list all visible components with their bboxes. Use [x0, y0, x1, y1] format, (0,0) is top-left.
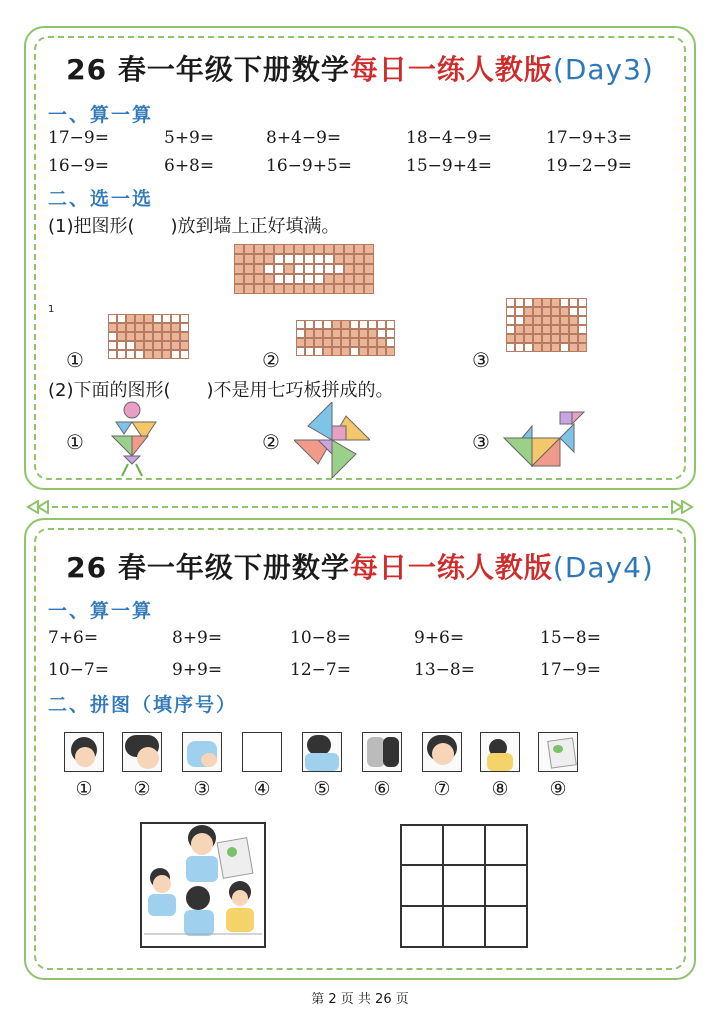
- piece-cell: [506, 325, 515, 334]
- wall-cell: [284, 284, 294, 294]
- wall-cell: [234, 284, 244, 294]
- day4-title-main: 26 春一年级下册数学: [66, 551, 350, 584]
- day3-equation-6: 16−9=: [48, 156, 109, 176]
- piece-cell: [108, 314, 117, 323]
- wall-cell: [334, 254, 344, 264]
- piece-cell: [135, 332, 144, 341]
- shape-option-3-figure: [506, 298, 587, 352]
- wall-cell: [304, 264, 314, 274]
- complete-picture-illustration: [140, 822, 266, 948]
- piece-cell: [171, 314, 180, 323]
- wall-cell: [324, 244, 334, 254]
- piece-cell: [341, 347, 350, 356]
- piece-cell: [368, 329, 377, 338]
- wall-cell: [354, 244, 364, 254]
- wall-cell: [354, 254, 364, 264]
- piece-cell: [171, 350, 180, 359]
- piece-cell: [506, 343, 515, 352]
- piece-cell: [144, 314, 153, 323]
- day4-equation-9: 13−8=: [414, 660, 475, 680]
- wall-cell: [264, 254, 274, 264]
- puzzle-tile-2: [122, 732, 162, 772]
- piece-cell: [305, 347, 314, 356]
- piece-cell: [117, 332, 126, 341]
- piece-cell: [578, 334, 587, 343]
- piece-cell: [350, 347, 359, 356]
- wall-cell: [354, 264, 364, 274]
- wall-cell: [254, 284, 264, 294]
- day3-title: [26, 48, 694, 88]
- day3-title-highlight: 每日一练人教版: [349, 53, 553, 86]
- piece-cell: [305, 329, 314, 338]
- puzzle-tile-5: [302, 732, 342, 772]
- puzzle-tile-8: [480, 732, 520, 772]
- wall-cell: [294, 244, 304, 254]
- piece-cell: [386, 329, 395, 338]
- piece-cell: [386, 338, 395, 347]
- piece-cell: [533, 325, 542, 334]
- wall-cell: [364, 244, 374, 254]
- piece-cell: [153, 332, 162, 341]
- day3-q2-option-2-label: ②: [262, 430, 280, 454]
- piece-cell: [323, 329, 332, 338]
- piece-cell: [296, 320, 305, 329]
- piece-cell: [135, 314, 144, 323]
- puzzle-tile-7-label: ⑦: [433, 778, 451, 800]
- wall-cell: [254, 274, 264, 284]
- day3-question-2: (2)下面的图形( )不是用七巧板拼成的。: [48, 380, 394, 401]
- piece-cell: [542, 307, 551, 316]
- wall-cell: [304, 284, 314, 294]
- day3-q1-option-2-label: ②: [262, 348, 280, 372]
- wall-cell: [234, 274, 244, 284]
- wall-cell: [234, 264, 244, 274]
- wall-cell: [364, 284, 374, 294]
- shape-option-2-figure: [296, 320, 395, 356]
- piece-cell: [296, 347, 305, 356]
- piece-cell: [377, 320, 386, 329]
- piece-cell: [126, 323, 135, 332]
- wall-cell: [254, 264, 264, 274]
- day3-equation-10: 19−2−9=: [546, 156, 632, 176]
- piece-cell: [560, 334, 569, 343]
- piece-cell: [560, 316, 569, 325]
- wall-cell: [344, 244, 354, 254]
- piece-cell: [305, 320, 314, 329]
- piece-cell: [524, 298, 533, 307]
- piece-cell: [350, 338, 359, 347]
- piece-cell: [135, 341, 144, 350]
- piece-cell: [551, 325, 560, 334]
- wall-cell: [274, 254, 284, 264]
- piece-cell: [323, 320, 332, 329]
- wall-cell: [344, 284, 354, 294]
- piece-cell: [368, 338, 377, 347]
- piece-cell: [560, 343, 569, 352]
- wall-grid-figure: [234, 244, 374, 294]
- piece-cell: [542, 298, 551, 307]
- piece-cell: [515, 343, 524, 352]
- day4-section-calc: 一、算一算: [48, 600, 154, 622]
- piece-cell: [542, 316, 551, 325]
- wall-cell: [244, 274, 254, 284]
- piece-cell: [560, 307, 569, 316]
- piece-cell: [524, 334, 533, 343]
- wall-cell: [274, 274, 284, 284]
- piece-cell: [542, 334, 551, 343]
- piece-cell: [332, 320, 341, 329]
- wall-cell: [284, 244, 294, 254]
- piece-cell: [332, 329, 341, 338]
- day3-equation-5: 17−9+3=: [546, 128, 632, 148]
- wall-cell: [334, 264, 344, 274]
- piece-cell: [350, 320, 359, 329]
- piece-cell: [533, 307, 542, 316]
- piece-cell: [506, 307, 515, 316]
- piece-cell: [162, 332, 171, 341]
- puzzle-tile-4-label: ④: [253, 778, 271, 800]
- piece-cell: [135, 350, 144, 359]
- wall-cell: [254, 254, 264, 264]
- piece-cell: [368, 347, 377, 356]
- wall-cell: [294, 284, 304, 294]
- piece-cell: [569, 343, 578, 352]
- wall-cell: [354, 274, 364, 284]
- piece-cell: [386, 347, 395, 356]
- piece-cell: [350, 329, 359, 338]
- wall-cell: [304, 244, 314, 254]
- day3-q2-option-1-label: ①: [66, 430, 84, 454]
- piece-cell: [578, 307, 587, 316]
- piece-cell: [180, 341, 189, 350]
- wall-cell: [324, 274, 334, 284]
- piece-cell: [153, 314, 162, 323]
- wall-cell: [314, 274, 324, 284]
- wall-cell: [244, 254, 254, 264]
- day4-equation-4: 9+6=: [414, 628, 465, 648]
- tangram-figure-pinwheel: [294, 402, 370, 478]
- piece-cell: [162, 323, 171, 332]
- piece-cell: [359, 347, 368, 356]
- piece-cell: [551, 343, 560, 352]
- day3-equation-9: 15−9+4=: [406, 156, 492, 176]
- piece-cell: [377, 329, 386, 338]
- piece-cell: [578, 316, 587, 325]
- piece-cell: [117, 350, 126, 359]
- piece-cell: [126, 350, 135, 359]
- puzzle-tile-8-label: ⑧: [491, 778, 509, 800]
- piece-cell: [515, 316, 524, 325]
- wall-cell: [294, 254, 304, 264]
- piece-cell: [144, 323, 153, 332]
- wall-cell: [354, 284, 364, 294]
- piece-cell: [551, 316, 560, 325]
- wall-cell: [304, 254, 314, 264]
- piece-cell: [341, 320, 350, 329]
- piece-cell: [180, 314, 189, 323]
- piece-cell: [524, 343, 533, 352]
- puzzle-tile-4-blank: [242, 732, 282, 772]
- piece-cell: [377, 347, 386, 356]
- puzzle-tile-7: [422, 732, 462, 772]
- piece-cell: [162, 341, 171, 350]
- piece-cell: [180, 332, 189, 341]
- piece-cell: [332, 338, 341, 347]
- piece-cell: [117, 323, 126, 332]
- piece-cell: [368, 320, 377, 329]
- piece-cell: [314, 329, 323, 338]
- wall-cell: [314, 284, 324, 294]
- wall-cell: [244, 284, 254, 294]
- piece-cell: [108, 350, 117, 359]
- wall-cell: [364, 254, 374, 264]
- piece-cell: [323, 338, 332, 347]
- puzzle-tile-9-label: ⑨: [549, 778, 567, 800]
- wall-cell: [264, 244, 274, 254]
- day4-equation-8: 12−7=: [290, 660, 351, 680]
- piece-cell: [126, 332, 135, 341]
- wall-cell: [364, 264, 374, 274]
- piece-cell: [560, 298, 569, 307]
- piece-cell: [533, 298, 542, 307]
- divider-right-arrow-icon: [668, 500, 694, 514]
- piece-cell: [542, 325, 551, 334]
- wall-cell: [344, 274, 354, 284]
- tangram-figure-person: [98, 400, 162, 478]
- wall-cell: [264, 284, 274, 294]
- piece-cell: [578, 325, 587, 334]
- puzzle-tile-5-label: ⑤: [313, 778, 331, 800]
- piece-cell: [108, 341, 117, 350]
- piece-cell: [144, 341, 153, 350]
- day3-small-marker: 1: [48, 304, 55, 315]
- piece-cell: [359, 329, 368, 338]
- piece-cell: [108, 332, 117, 341]
- wall-cell: [334, 274, 344, 284]
- piece-cell: [153, 323, 162, 332]
- wall-cell: [274, 284, 284, 294]
- day4-equation-5: 15−8=: [540, 628, 601, 648]
- piece-cell: [569, 334, 578, 343]
- piece-cell: [359, 320, 368, 329]
- puzzle-tile-3-label: ③: [193, 778, 211, 800]
- day4-title-highlight: 每日一练人教版: [349, 551, 553, 584]
- wall-cell: [264, 264, 274, 274]
- piece-cell: [515, 298, 524, 307]
- day3-question-1: (1)把图形( )放到墙上正好填满。: [48, 216, 340, 237]
- wall-cell: [344, 254, 354, 264]
- puzzle-tile-2-label: ②: [133, 778, 151, 800]
- wall-cell: [334, 244, 344, 254]
- day3-q1-option-1-label: ①: [66, 348, 84, 372]
- day3-q2-option-3-label: ③: [472, 430, 490, 454]
- wall-cell: [344, 264, 354, 274]
- piece-cell: [506, 298, 515, 307]
- piece-cell: [515, 325, 524, 334]
- day4-title: [26, 546, 694, 586]
- piece-cell: [314, 320, 323, 329]
- piece-cell: [171, 332, 180, 341]
- day3-card: [24, 26, 696, 490]
- answer-grid-3x3[interactable]: [400, 824, 528, 948]
- piece-cell: [515, 334, 524, 343]
- wall-cell: [364, 274, 374, 284]
- piece-cell: [108, 323, 117, 332]
- piece-cell: [551, 334, 560, 343]
- piece-cell: [180, 323, 189, 332]
- piece-cell: [144, 332, 153, 341]
- puzzle-tile-6: [362, 732, 402, 772]
- day3-equation-7: 6+8=: [164, 156, 215, 176]
- piece-cell: [533, 334, 542, 343]
- day4-equation-10: 17−9=: [540, 660, 601, 680]
- wall-cell: [304, 274, 314, 284]
- piece-cell: [126, 341, 135, 350]
- shape-option-1-figure: [108, 314, 189, 359]
- wall-cell: [274, 244, 284, 254]
- piece-cell: [296, 338, 305, 347]
- piece-cell: [542, 343, 551, 352]
- tangram-figure-bird: [502, 408, 586, 468]
- section-divider: [52, 506, 668, 508]
- piece-cell: [314, 338, 323, 347]
- piece-cell: [135, 323, 144, 332]
- puzzle-tile-9: [538, 732, 578, 772]
- piece-cell: [551, 298, 560, 307]
- piece-cell: [569, 298, 578, 307]
- day3-equation-2: 5+9=: [164, 128, 215, 148]
- wall-cell: [284, 264, 294, 274]
- wall-cell: [294, 274, 304, 284]
- day4-title-day: (Day4): [552, 551, 654, 584]
- page-footer: 第 2 页 共 26 页: [311, 992, 409, 1007]
- piece-cell: [162, 314, 171, 323]
- piece-cell: [305, 338, 314, 347]
- day4-equation-2: 8+9=: [172, 628, 223, 648]
- day3-equation-8: 16−9+5=: [266, 156, 352, 176]
- piece-cell: [171, 323, 180, 332]
- piece-cell: [332, 347, 341, 356]
- piece-cell: [578, 298, 587, 307]
- day3-section-calc: 一、算一算: [48, 104, 154, 126]
- piece-cell: [506, 316, 515, 325]
- wall-cell: [264, 274, 274, 284]
- piece-cell: [314, 347, 323, 356]
- piece-cell: [533, 316, 542, 325]
- piece-cell: [117, 314, 126, 323]
- wall-cell: [234, 254, 244, 264]
- day3-q1-option-3-label: ③: [472, 348, 490, 372]
- day3-equation-4: 18−4−9=: [406, 128, 492, 148]
- piece-cell: [144, 350, 153, 359]
- wall-cell: [324, 264, 334, 274]
- day3-title-day: (Day3): [552, 53, 654, 86]
- wall-cell: [334, 284, 344, 294]
- wall-cell: [324, 284, 334, 294]
- wall-cell: [294, 264, 304, 274]
- piece-cell: [551, 307, 560, 316]
- piece-cell: [569, 316, 578, 325]
- piece-cell: [323, 347, 332, 356]
- wall-cell: [314, 244, 324, 254]
- wall-cell: [324, 254, 334, 264]
- piece-cell: [117, 341, 126, 350]
- day4-equation-1: 7+6=: [48, 628, 99, 648]
- wall-cell: [314, 264, 324, 274]
- piece-cell: [359, 338, 368, 347]
- piece-cell: [296, 329, 305, 338]
- day3-equation-1: 17−9=: [48, 128, 109, 148]
- puzzle-tile-1: [64, 732, 104, 772]
- day4-section-puzzle: 二、拼图（填序号）: [48, 694, 238, 716]
- day4-equation-3: 10−8=: [290, 628, 351, 648]
- puzzle-tile-1-label: ①: [75, 778, 93, 800]
- piece-cell: [377, 338, 386, 347]
- day4-card: [24, 518, 696, 980]
- wall-cell: [244, 264, 254, 274]
- wall-cell: [234, 244, 244, 254]
- piece-cell: [341, 329, 350, 338]
- wall-cell: [284, 254, 294, 264]
- piece-cell: [524, 307, 533, 316]
- piece-cell: [153, 350, 162, 359]
- wall-cell: [254, 244, 264, 254]
- day3-equation-3: 8+4−9=: [266, 128, 342, 148]
- wall-cell: [314, 254, 324, 264]
- day3-section-choose: 二、选一选: [48, 188, 154, 210]
- piece-cell: [569, 307, 578, 316]
- day4-equation-6: 10−7=: [48, 660, 109, 680]
- divider-left-arrow-icon: [26, 500, 52, 514]
- piece-cell: [506, 334, 515, 343]
- piece-cell: [560, 325, 569, 334]
- piece-cell: [515, 307, 524, 316]
- puzzle-tile-6-label: ⑥: [373, 778, 391, 800]
- piece-cell: [578, 343, 587, 352]
- piece-cell: [171, 341, 180, 350]
- piece-cell: [524, 316, 533, 325]
- piece-cell: [386, 320, 395, 329]
- puzzle-tile-3: [182, 732, 222, 772]
- wall-cell: [284, 274, 294, 284]
- day4-equation-7: 9+9=: [172, 660, 223, 680]
- piece-cell: [569, 325, 578, 334]
- wall-cell: [244, 244, 254, 254]
- day3-title-main: 26 春一年级下册数学: [66, 53, 350, 86]
- piece-cell: [180, 350, 189, 359]
- piece-cell: [341, 338, 350, 347]
- wall-cell: [274, 264, 284, 274]
- piece-cell: [162, 350, 171, 359]
- piece-cell: [533, 343, 542, 352]
- piece-cell: [126, 314, 135, 323]
- piece-cell: [153, 341, 162, 350]
- piece-cell: [524, 325, 533, 334]
